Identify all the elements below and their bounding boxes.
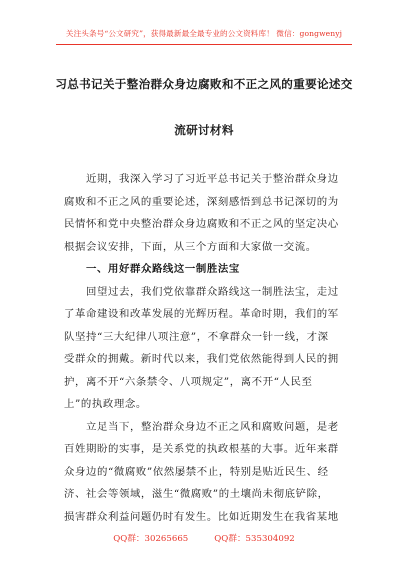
paragraph-line: 根据会议安排，下面，从三个方面和大家做一交流。 — [64, 240, 317, 253]
paragraph-line: 腐败和不正之风的重要论述，深刻感悟到总书记深切的为 — [64, 195, 339, 208]
document-body — [64, 168, 344, 528]
paragraph-line: 百姓期盼的实事，是关系党的执政根基的大事。近年来群 — [64, 443, 339, 455]
paragraph-line: 济、社会等领域，滋生“微腐败”的土壤尚未彻底铲除， — [64, 488, 329, 500]
paragraph-line: 上”的执政理念。 — [64, 398, 147, 410]
paragraph-line: 民情怀和党中央整治群众身边腐败和不正之风的坚定决心 — [64, 218, 339, 230]
paragraph-line: 了革命建设和改革发展的光辉历程。革命时期，我们的军 — [64, 308, 339, 320]
paragraph-line: 护，离不开“六条禁令、八项规定”，离不开“人民至 — [64, 375, 313, 388]
footer-qq-group-2: QQ群：535304092 — [214, 534, 295, 544]
paragraph-line: 回望过去，我们党依靠群众路线这一制胜法宝，走过 — [86, 285, 339, 298]
paragraph-line: 立足当下，整治群众身边不正之风和腐败问题，是老 — [86, 420, 339, 433]
paragraph-line: 损害群众利益问题仍时有发生。比如近期发生在我省某地 — [64, 510, 339, 523]
paragraph-line: 近期，我深入学习了习近平总书记关于整治群众身边 — [86, 173, 339, 185]
header-divider — [56, 44, 352, 45]
document-title-line-2: 流研讨材料 — [174, 123, 234, 137]
paragraph-line: 队坚持“三大纪律八项注意”，不拿群众一针一线，才深 — [64, 330, 329, 343]
paragraph-line: 受群众的拥戴。新时代以来，我们党依然能得到人民的拥 — [64, 353, 339, 365]
footer-contacts — [0, 532, 408, 544]
section-heading: 一、用好群众路线这一制胜法宝 — [86, 263, 240, 275]
footer-qq-group-1: QQ群：30265665 — [113, 534, 189, 544]
document-title-line-1: 习总书记关于整治群众身边腐败和不正之风的重要论述交 — [55, 77, 353, 91]
paragraph-line: 众身边的“微腐败”依然屡禁不止，特别是贴近民生、经 — [64, 465, 329, 478]
header-note: 关注头条号“公文研究”，获得最新最全最专业的公文资料库！ 微信：gongwenyj — [65, 29, 343, 38]
